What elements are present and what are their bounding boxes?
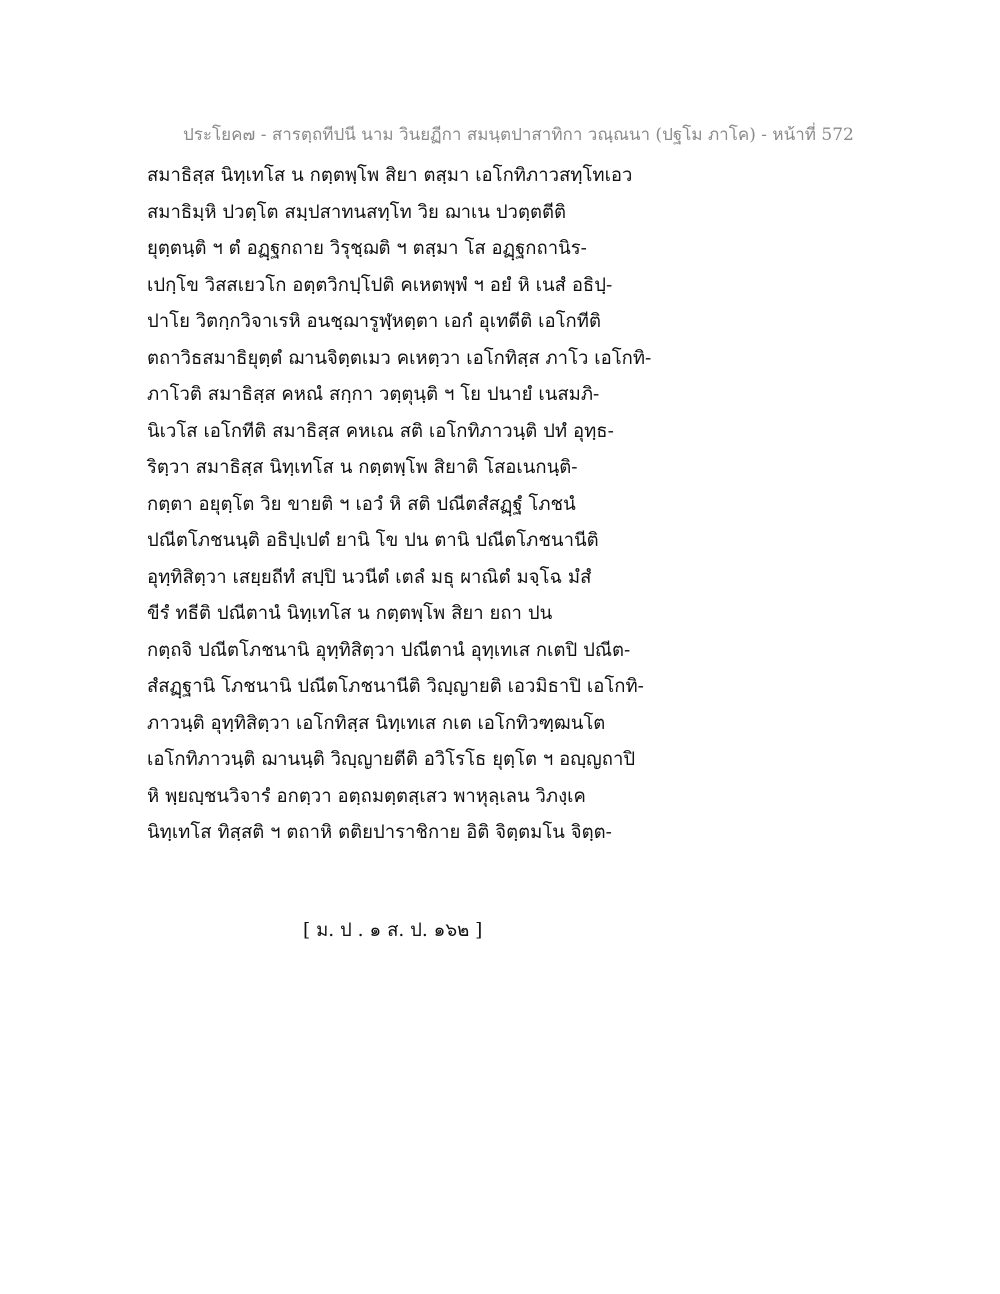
text-line: เอโกทิภาวนฺติ ฌานนฺติ วิญฺญายตีติ อวิโรโธ ยุตฺโต ฯ อญฺญถาปิ	[147, 749, 636, 770]
text-line: สํสฏฺฐานิ โภชนานิ ปณีตโภชนานีติ วิญฺญายติ เอวมิธาปิ เอโกทิ-	[147, 676, 644, 697]
text-line: สมาธิสฺส นิทฺเทโส น กตฺตพฺโพ สิยา ตสฺมา เอโกทิภาวสทฺโทเอว	[147, 165, 633, 186]
text-line: หิ พฺยญฺชนวิจารํ อกตฺวา อตฺถมตฺตสฺเสว พาหุลฺเลน วิภงฺเค	[147, 785, 586, 807]
text-line: กตฺตา อยุตฺโต วิย ขายติ ฯ เอวํ หิ สติ ปณีตสํสฏฺฐํ โภชนํ	[147, 493, 576, 515]
text-line: กตฺถจิ ปณีตโภชนานิ อุทฺทิสิตฺวา ปณีตานํ อุทฺเทเส กเตปิ ปณีต-	[147, 639, 631, 661]
text-line: นิทฺเทโส ทิสฺสติ ฯ ตถาหิ ตติยปาราชิกาย อิติ จิตฺตมโน จิตฺต-	[147, 822, 612, 843]
running-header: ประโยค๗ - สารตฺถทีปนี นาม วินยฏีกา สมนฺตปาสาทิกา วณฺณนา (ปฐโม ภาโค) - หน้าที่ 572	[183, 125, 854, 145]
text-line: สมาธิมฺหิ ปวตฺโต สมฺปสาทนสทฺโท วิย ฌาเน ปวตฺตตีติ	[147, 201, 567, 223]
text-line: ภาวนฺติ อุทฺทิสิตฺวา เอโกทิสฺส นิทฺเทเส กเต เอโกทิวฑฺฒนโต	[147, 712, 606, 734]
text-line: เปกฺโข วิสสเยวโก อตฺตวิกปฺโปติ คเหตพฺพํ ฯ อยํ หิ เนสํ อธิปฺ-	[147, 274, 613, 296]
text-line: ริตฺวา สมาธิสฺส นิทฺเทโส น กตฺตพฺโพ สิยาติ โสอเนกนฺติ-	[147, 457, 578, 478]
text-line: อุทฺทิสิตฺวา เสยฺยถีทํ สปฺปิ นวนีตํ เตลํ มธุ ผาณิตํ มจฺโฉ มํสํ	[147, 566, 592, 588]
text-line: ยุตฺตนฺติ ฯ ตํ อฏฺฐกถาย วิรุชฺฌติ ฯ ตสฺมา โส อฏฺฐกถานิร-	[147, 238, 587, 259]
text-line: ปณีตโภชนนฺติ อธิปฺเปตํ ยานิ โข ปน ตานิ ปณีตโภชนานีติ	[147, 530, 599, 551]
text-line: นิเวโส เอโกทีติ สมาธิสฺส คหเณ สติ เอโกทิภาวนฺติ ปทํ อุทฺธ-	[147, 420, 614, 442]
page-reference: [ ม. ป . ๑ ส. ป. ๑๖๒ ]	[303, 920, 483, 941]
text-line: ตถาวิธสมาธิยุตฺตํ ฌานจิตฺตเมว คเหตฺวา เอโกทิสฺส ภาโว เอโกทิ-	[147, 347, 652, 369]
text-line: ปาโย วิตกฺกวิจาเรหิ อนชฺฌารูฬฺหตฺตา เอกํ อุเทตีติ เอโกทีติ	[147, 311, 601, 332]
body-text	[147, 158, 707, 852]
text-line: ภาโวติ สมาธิสฺส คหณํ สกฺกา วตฺตุนฺติ ฯ โย ปนายํ เนสมภิ-	[147, 384, 600, 405]
text-line: ขีรํ ทธีติ ปณีตานํ นิทฺเทโส น กตฺตพฺโพ สิยา ยถา ปน	[147, 603, 553, 624]
